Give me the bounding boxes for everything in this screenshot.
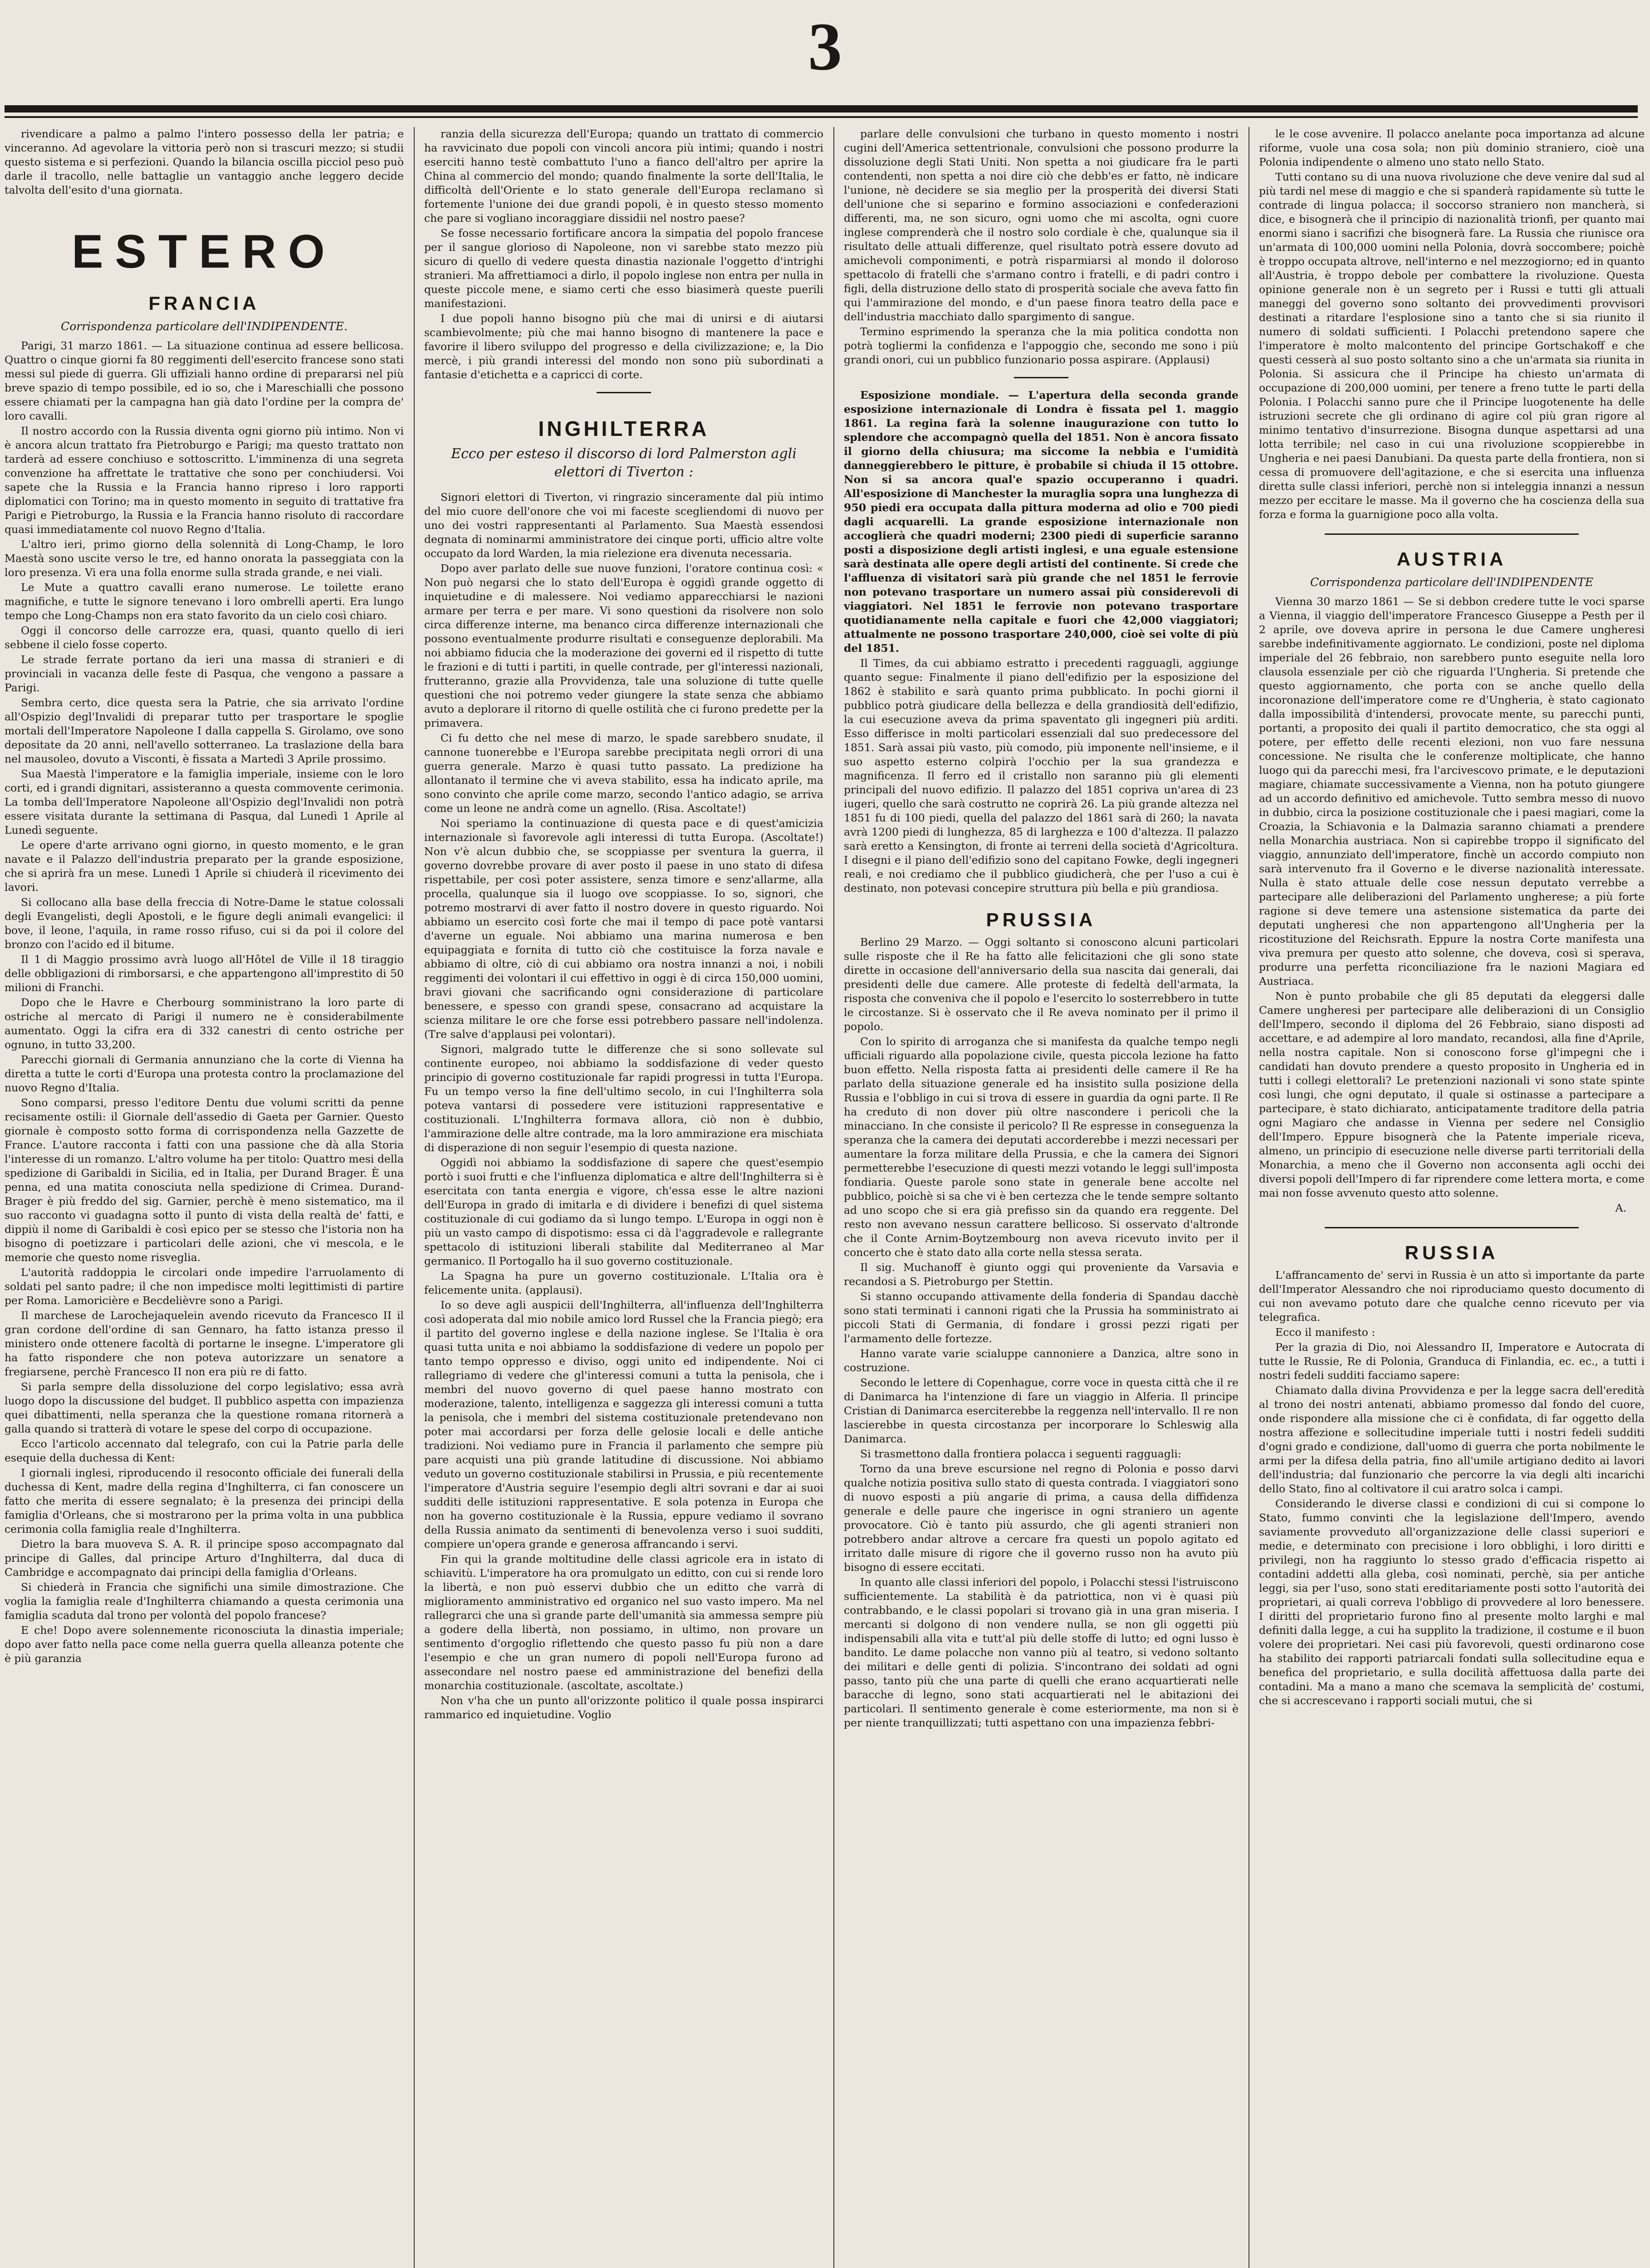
paragraph: ranzia della sicurezza dell'Europa; quando un trattato di commercio ha ravvicinato due popoli con vincoli ancora più intimi; quando i nostri eserciti hanno testè combattuto l'uno a fianco dell'altro per aprire la China al commercio del mondo; quando finalmente la sorte dell'Italia, le difficoltà dell'Oriente e lo stato generale dell'Europa reclamano sì fortemente l'unione dei due grandi popoli, è in questo stesso momento che pare si vogliano incoraggiare dissidii nel nostro paese? <box>424 127 823 225</box>
paragraph: Signori elettori di Tiverton, vi ringrazio sinceramente dal più intimo del mio cuore dell'onore che voi mi faceste scegliendomi di nuovo per uno dei vostri rappresentanti al Parlamento. Sua Maestà essendosi degnata di nominarmi amministratore dei cinque porti, ufficio altre volte occupato da lord Warden, la mia rielezione era divenuta necessaria. <box>424 491 823 560</box>
paragraph: Per la grazia di Dio, noi Alessandro II, Imperatore e Autocrata di tutte le Russie, Re di Polonia, Granduca di Finlandia, ec. ec., a tutti i nostri fedeli sudditi facciamo sapere: <box>1259 1341 1645 1382</box>
paragraph: Con lo spirito di arroganza che si manifesta da qualche tempo negli ufficiali riguardo alla popolazione civile, questa piccola lezione ha fatto buon effetto. Nella risposta fatta ai presidenti delle camere il Re ha parlato della situazione generale ed ha insistito sulla posizione della Russia e l'obbligo in cui si trova di essere in guardia da ogni parte. Il Re ha creduto di non dover più oltre nascondere i pericoli che la minacciano. In che consiste il pericolo? Il Re espresse in conseguenza la speranza che la camera dei deputati accorderebbe i mezzi necessari per aumentare la forza militare della Prussia, e che la camera dei Signori permetterebbe l'esecuzione di questi mezzi votando le leggi sull'imposta fondiaria. Queste parole sono state in generale bene accolte nel pubblico, poichè si sa che vi è ben certezza che le tende sempre soltanto ad uno scopo che si era già prefisso sin da quando era reggente. Del resto non avevano nessun carattere bellicoso. Si osservato d'altronde che il Conte Arnim-Boytzembourg non aveva ricevuto invito per il concerto che è stato dato alla corte nella stessa serata. <box>844 1035 1239 1259</box>
paragraph: La Spagna ha pure un governo costituzionale. L'Italia ora è felicemente unita. (applausi). <box>424 1270 823 1296</box>
paragraph: Termino esprimendo la speranza che la mia politica condotta non potrà togliermi la confidenza e l'appoggio che, secondo me sono i più grandi onori, cui un pubblico funzionario possa aspirare. (Applausi) <box>844 325 1239 366</box>
austria-subtitle: Corrispondenza particolare dell'INDIPENDENTE <box>1310 576 1593 589</box>
paragraph: Dietro la bara muoveva S. A. R. il principe sposo accompagnato dal principe di Galles, dal principe Arturo d'Inghilterra, dal duca di Cambridge e accompagnato dai principi della famiglia d'Orleans. <box>5 1538 404 1579</box>
paragraph: Sembra certo, dice questa sera la Patrie, che sia arrivato l'ordine all'Ospizio degl'Invalidi di preparar tutto per trasportare le spoglie mortali dell'Imperatore Napoleone I dalla cappella S. Girolamo, ove sono depositate da 20 anni, nell'avello sotterraneo. La traslazione della bara nel mausoleo, dovuto a Visconti, è fissata a Martedì 3 Aprile prossimo. <box>5 696 404 765</box>
paragraph: L'altro ieri, primo giorno della solennità di Long-Champ, le loro Maestà sono uscite verso le tre, ed hanno onorata la passeggiata con la loro presenza. Vi era una folla enorme sulla strada grande, e nei viali. <box>5 538 404 579</box>
paragraph: Oggidì noi abbiamo la soddisfazione di sapere che quest'esempio portò i suoi frutti e che l'influenza diplomatica e altre dell'Inghilterra si è esercitata con tanta energia e vigore, ch'essa esse le altre nazioni dell'Europa in grado di imitarla e di dividere i benefizi di quel sistema costituzionale di cui godiamo da sì lungo tempo. L'Europa in oggi non è più un vasto campo di dispotismo: essa ci dà l'aggradevole e rallegrante spettacolo di istituzioni liberali stabilite dal Mediterraneo al Mar germanico. Il Portogallo ha il suo governo costituzionale. <box>424 1156 823 1267</box>
paragraph: Dopo aver parlato delle sue nuove funzioni, l'oratore continua così: « Non può negarsi che lo stato dell'Europa è oggidì grande oggetto di inquietudine e di malessere. Noi vediamo apparecchiarsi le nazioni armare per terra e per mare. Vi sono questioni da risolvere non solo circa differenze interne, ma benanco circa differenze internazionali che possono eventualmente produrre risultati e conseguenze deplorabili. Ma noi abbiamo fiducia che la moderazione dei governi ed il rispetto di tutte le frazioni e di tutti i partiti, in quelle contrade, per gl'interessi nazionali, frutteranno, grazie alla Provvidenza, tale una soluzione di tutte quelle questioni che noi potremo veder giungere la state senza che abbiamo avuto a deplorare il ritorno di quelle ostilità che ci furono predette per la primavera. <box>424 562 823 729</box>
francia-heading: FRANCIA <box>148 293 260 314</box>
inghilterra-article <box>424 490 823 1722</box>
col2-top-text <box>424 127 823 382</box>
inghilterra-subtitle: Ecco per esteso il discorso di lord Palmerston agli elettori di Tiverton : <box>451 446 797 480</box>
paragraph: Parecchi giornali di Germania annunziano che la corte di Vienna ha diretta a tutte le corti d'Europa una protesta contro la proclamazione del nuovo Regno d'Italia. <box>5 1053 404 1094</box>
paragraph: Le strade ferrate portano da ieri una massa di stranieri e di provinciali in vacanza delle feste di Pasqua, che vengono a passare a Parigi. <box>5 653 404 694</box>
paragraph: Parigi, 31 marzo 1861. — La situazione continua ad essere bellicosa. Quattro o cinque giorni fa 80 reggimenti dell'esercito francese sono stati messi sul piede di guerra. Gli uffiziali hanno ordine di prepararsi nel più breve spazio di tempo possibile, ed io so, che i Mareschialli che possono essere chiamati per la campagna han già dato l'ordine per la compra de' loro cavalli. <box>5 339 404 422</box>
column-divider <box>833 127 834 2268</box>
paragraph: Sua Maestà l'imperatore e la famiglia imperiale, insieme con le loro corti, ed i grandi dignitari, assisteranno a questa commovente cerimonia. La tomba dell'Imperatore Napoleone all'Ospizio degl'Invalidi non potrà essere visitata durante la settimana di Pasqua, dal Lunedì 1 Aprile al Lunedì seguente. <box>5 767 404 836</box>
paragraph: Secondo le lettere di Copenhague, corre voce in questa città che il re di Danimarca ha l'intenzione di fare un viaggio in Alferia. Il principe Cristian di Danimarca eserciterebbe la reggenza nell'intervallo. Il re non lascierebbe in questa circostanza per incorporare lo Schleswig alla Danimarca. <box>844 1376 1239 1445</box>
paragraph: Il sig. Muchanoff è giunto oggi qui proveniente da Varsavia e recandosi a S. Pietroburgo per Stettin. <box>844 1261 1239 1288</box>
column-3 <box>844 127 1239 2268</box>
paragraph: Si collocano alla base della freccia di Notre-Dame le statue colossali degli Evangelisti, degli Apostoli, e le figure degli animali evangelici: il bove, il leone, l'aquila, in rame rosso rifuso, cui si da poi il colore del bronzo con l'acido ed il bitume. <box>5 896 404 951</box>
paragraph: Non è punto probabile che gli 85 deputati da eleggersi dalle Camere ungheresi per partecipare alle deliberazioni di un Consiglio dell'Impero, secondo il diploma del 26 Febbraio, siano disposti ad accettare, e ad adempire al loro mandato, recandosi, alla fine d'Aprile, nella nostra capitale. Non si conoscono forse gl'impegni che i candidati han dovuto prendere a questo proposito in Ungheria ed in tutti i collegi elettorali? Le pretenzioni nazionali vi sono state spinte così lungi, che ogni deputato, il quale si ostinasse a partecipare a partecipare, è stato dichiarato, anticipatamente traditore della patria ogni Magiaro che andasse in Vienna per sedere nel Consiglio dell'Impero. Eppure bisognerà che la Patente imperiale riceva, almeno, un principio di esecuzione nelle diverse parti territoriali della Monarchia, a meno che il Governo non acconsenta agli occhi dei diversi popoli dell'Impero di far riprendere come lettera morta, e come mai non fosse avvenuto questo atto solenne. <box>1259 990 1645 1199</box>
prussia-heading: PRUSSIA <box>986 909 1097 930</box>
francia-article <box>5 339 404 1666</box>
section-separator <box>1014 377 1068 378</box>
paragraph: Il 1 di Maggio prossimo avrà luogo all'Hôtel de Ville il 18 tiraggio delle obbligazioni di rimborsarsi, e che appartengono all'imprestito di 50 milioni di Franchi. <box>5 953 404 994</box>
paragraph: Si stanno occupando attivamente della fonderia di Spandau dacchè sono stati terminati i cannoni rigati che la Prussia ha somministrato ai piccoli Stati di Germania, di fondare i grossi pezzi rigati per l'armamento delle fortezze. <box>844 1290 1239 1345</box>
section-separator <box>1325 533 1579 535</box>
paragraph: Il marchese de Larochejaquelein avendo ricevuto da Francesco II il gran cordone dell'ordine di san Gennaro, ha fatto istanza presso il ministero onde ottenere facoltà di portarne le insegne. L'imperatore gli ha fatto rispondere che non poteva autorizzare un senatore a fregiarsene, perchè Francesco II non era più re di fatto. <box>5 1309 404 1378</box>
paragraph: Vienna 30 marzo 1861 — Se si debbon credere tutte le voci sparse a Vienna, il viaggio dell'imperatore Francesco Giuseppe a Pesth per il 2 aprile, ove doveva aprire in persona le due Camere ungheresi sarebbe indefinitivamente aggiornato. Le condizioni, poste nel diploma imperiale del 26 febbraio, non sarebbero punto eseguite nella loro clausola essenziale per ciò che riguarda l'Ungheria. Si pretende che questo aggiornamento, che porta con se anche quello della incoronazione dell'imperatore come re d'Ungheria, è stato cagionato dalla impossibilità d'intendersi, provocate mente, su parecchi punti, portanti, a proposito dei quali il partito democratico, che sta oggi al potere, per effetto delle recenti elezioni, non vuo fare nessuna concessione. Ne risulta che le conferenze moltiplicate, che hanno luogo qui da parecchi mesi, fra l'arcivescovo primate, e le deputazioni magiare, chiamate successivamente a Vienna, non ha potuto giungere ad un accordo definitivo ed amichevole. Tutto sembra messo di nuovo in dubbio, circa la posizione costituzionale che i paesi magiari, come la Croazia, la Schiavonia e la Dalmazia saranno chiamati a prendere nella Monarchia austriaca. Non si capirebbe troppo il significato del viaggio, annunziato dell'imperatore, finchè un accordo compiuto non sarà intervenuto fra il Governo e le diverse nazionalità interessate. Nulla è stato attuale delle cose nessun deputato verrebbe a partecipare alle deliberazioni del Parlamento ungherese; a più forte ragione si deve temere una astensione sistematica da parte dei deputati ungheresi che non appartengono all'Ungheria per la ricostituzione del Reichsrath. Eppure la nostra Corte manifesta una viva premura per questo atto solenne, che doveva, così si sperava, produrre una perfetta riconciliazione fra le nazioni Magiara ed Austriaca. <box>1259 595 1645 987</box>
paragraph: Considerando le diverse classi e condizioni di cui si compone lo Stato, fummo convinti che la legislazione dell'Impero, avendo saviamente provveduto all'organizzazione delle classi superiori e medie, e determinato con precisione i loro obblighi, i loro diritti e privilegi, non ha raggiunto lo stesso grado d'efficacia rispetto ai contadini addetti alla gleba, così nominati, perchè, sia per antiche leggi, sia per l'uso, sono stati ereditariamente posti sotto l'autorità dei proprietari, ai quali correva l'obbligo di provvedere al loro benessere. I diritti del proprietario furono fino al presente molto larghi e mal definiti dalla legge, a cui ha supplito la tradizione, il costume e il buon volere dei proprietari. Nei casi più favorevoli, questi ordinarono cose ha stabilito dei rapporti patriarcali fondati sulla sollecitudine equa e benefica del proprietario, e sulla docilità affettuosa dalla parte dei contadini. Ma a mano a mano che scemava la semplicità de' costumi, che si accrescevano i rapporti sociali mutui, che si <box>1259 1497 1645 1707</box>
paragraph: Si chiederà in Francia che significhi una simile dimostrazione. Che voglia la famiglia reale d'Inghilterra chiamando a questa cerimonia una famiglia scaduta dal trono per volontà del popolo francese? <box>5 1581 404 1622</box>
paragraph: Se fosse necessario fortificare ancora la simpatia del popolo francese per il sangue glorioso di Napoleone, non vi sarebbe stato mezzo più sicuro di quello di vedere questa dinastia nazionale l'oggetto d'intrighi stranieri. Ma affrettiamoci a dirlo, il popolo inglese non entra per nulla in queste piccole mene, e siamo certi che esso biasimerà queste puerili manifestazioni. <box>424 227 823 310</box>
paragraph: L'autorità raddoppia le circolari onde impedire l'arruolamento di soldati pel santo padre; il che non impedisce molti legittimisti di partire per Roma. Lamoricière e Becdelièvre sono a Parigi. <box>5 1266 404 1307</box>
russia-article <box>1259 1268 1645 1708</box>
paragraph: Torno da una breve escursione nel regno di Polonia e posso darvi qualche notizia positiva sullo stato di questa contrada. I viaggiatori sono di nuovo esposti a più angarie di prima, a causa della diffidenza generale e delle paure che ingerisce in ogni straniero un agente provocatore. Ciò è tanto più assurdo, che gli agenti stranieri non potrebbero andar altrove a cercare fra questi un popolo agitato ed irritato dalle misure di rigore che il governo russo non ha avuto più bisogno di essere eccitati. <box>844 1462 1239 1574</box>
paragraph: Noi speriamo la continuazione di questa pace e di quest'amicizia internazionale sì favorevole agli interessi di tutta Europa. (Ascoltate!) Non v'è alcun dubbio che, se scoppiasse per sventura la guerra, il governo dovrebbe provare di aver posto il paese in uno stato di difesa rispettabile, per così poter assistere, senza timore e senz'allarme, alla procella, qualunque sia il luogo ove scoppiasse. Io so, signori, che potremo mostrarvi di aver fatto il nostro dovere in questo riguardo. Noi abbiamo un esercito così forte che mai il tempo di pace potè vantarsi d'averne un eguale. Noi abbiamo una marina numerosa e ben equipaggiata e fornita di tutto ciò che costituisce la forza navale e abbiamo di oltre, ciò di cui abbiamo ora nostra innanzi a noi, i nobili reggimenti dei volontari il cui effettivo in oggi è di circa 150,000 uomini, bravi giovani che sacrificando ogni considerazione di particolare benessere, e spesso con grandi spese, consacrano ad acquistare la scienza militare le ore che forse essi potrebbero passare nell'indolenza. (Tre salve d'applausi pei volontari). <box>424 817 823 1041</box>
page-number: 3 <box>808 9 842 84</box>
austria-signature: A. <box>1615 1202 1626 1214</box>
paragraph: Il nostro accordo con la Russia diventa ogni giorno più intimo. Non vi è ancora alcun trattato fra Pietroburgo e Parigi; ma questo trattato non tarderà ad essere conchiuso e sottoscritto. L'imminenza di una segreta convenzione ha affrettate le trattative che sono per conchiudersi. Voi sapete che la Russia e la Francia hanno ripreso i loro rapporti diplomatici con Torino; ma in questo momento in seguito di trattative fra Parigi e Pietroburgo, la Russia e la Francia hanno risoluto di raccordare quasi immediatamente col nuovo Regno d'Italia. <box>5 425 404 536</box>
paragraph: Sono comparsi, presso l'editore Dentu due volumi scritti da penne recisamente ostili: il Giornale dell'assedio di Gaeta per Garnier. Questo giornale è composto sotto forma di corrispondenza nella Gazzette de France. L'autore racconta i fatti con una passione che dà alla Storia l'interesse di un romanzo. L'altro volume ha per titolo: Quattro mesi della spedizione di Garibaldi in Sicilia, ed in Italia, per Durand Brager. È una penna, ed una matita conosciuta nella spedizione di Crimea. Durand-Brager è più freddo del sig. Garnier, perchè è meno sistematico, ma il suo racconto vi guadagna sotto il punto di vista della realtà de' fatti, e dippiù il nome di Garibaldi è così epico per se stesso che l'istoria non ha bisogno di poetizzare i particolari delle azioni, che vi mescola, e le memorie che questo nome risveglia. <box>5 1096 404 1264</box>
russia-heading: RUSSIA <box>1405 1242 1499 1263</box>
estero-heading: ESTERO <box>72 225 337 278</box>
paragraph: Si parla sempre della dissoluzione del corpo legislativo; essa avrà luogo dopo la discussione del budget. Il pubblico aspetta con impazienza quei dibattimenti, nella speranza che la questione romana ritornerà a galla quando si tratterà di votare le spese del corpo di occupazione. <box>5 1380 404 1435</box>
paragraph: Si trasmettono dalla frontiera polacca i seguenti ragguagli: <box>860 1447 1181 1460</box>
col4-top-text <box>1259 127 1645 522</box>
austria-heading: AUSTRIA <box>1396 548 1507 570</box>
paragraph: Non v'ha che un punto all'orizzonte politico il quale possa inspirarci rammarico ed inquietudine. Voglio <box>424 1694 823 1721</box>
inghilterra-heading: INGHILTERRA <box>538 417 710 440</box>
paragraph: Ci fu detto che nel mese di marzo, le spade sarebbero snudate, il cannone tuonerebbe e l'Europa sarebbe precipitata negli orrori di una guerra generale. Marzo è quasi tutto passato. La predizione ha allontanato il termine che vi aveva stabilito, essa ha indicato aprile, ma sono convinto che aprile come marzo, secondo l'antico adagio, se arriva come un leone ne andrà come un agnello. (Risa. Ascoltate!) <box>424 732 823 815</box>
paragraph: E che! Dopo avere solennemente riconosciuta la dinastia imperiale; dopo aver fatto nella pace come nella guerra quella alleanza potente che è più garanzia <box>5 1624 404 1665</box>
paragraph: I giornali inglesi, riproducendo il resoconto officiale dei funerali della duchessa di Kent, madre della regina d'Inghilterra, ci fan conoscere un fatto che merita di essere segnalato; è la presenza dei principi della famiglia d'Orleans, che si mostrarono per la prima volta in una pubblica cerimonia colla famiglia reale d'Inghilterra. <box>5 1466 404 1535</box>
paragraph: le le cose avvenire. Il polacco anelante poca importanza ad alcune riforme, vuole una cosa sola; non più dominio straniero, cioè una Polonia indipendente o almeno uno stato nello Stato. <box>1259 127 1645 168</box>
times-paragraph: Il Times, da cui abbiamo estratto i precedenti ragguagli, aggiunge quanto segue: Finalmente il piano dell'edifizio per la esposizione del 1862 è stabilito e sarà quanto prima pubblicato. In pochi giorni il pubblico potrà giudicare della bellezza e della grandiosità dell'edifizio, la cui esecuzione aveva da prima spaventato gli ingegneri più arditi. Esso differisce in molti particolari essenziali dal suo predecessore del 1851. Sarà assai più vasto, più comodo, più imponente nell'insieme, e il suo aspetto esterno colpirà l'occhio per la sua grandezza e magnificenza. Il ferro ed il cristallo non saranno più gli elementi principali del nuovo edifizio. Il palazzo del 1851 copriva un'area di 23 iugeri, quello che sarà costrutto ne coprirà 26. La più grande altezza nel 1851 fu di 100 piedi, quella del palazzo del 1861 sarà di 260; la navata avrà 1200 piedi di lunghezza, 85 di larghezza e 100 d'altezza. Il palazzo sarà eretto a Kensington, di fronte ai terreni della società d'Agricoltura. I disegni e il piano dell'edifizio sono del capitano Fowke, degli ingegneri reali, e noi crediamo che il pubblico giudicherà, che per l'uso a cui è destinato, non potevasi concepire struttura più bella e più grandiosa. <box>844 657 1239 894</box>
section-separator <box>1325 1227 1579 1228</box>
column-divider <box>414 127 415 2268</box>
header-rule <box>5 105 1638 112</box>
column-4 <box>1259 127 1645 2268</box>
paragraph: L'affrancamento de' servi in Russia è un atto sì importante da parte dell'Imperator Alessandro che noi riproduciamo questo documento di cui non avevamo potuto dare che qualche cenno ricevuto per via telegrafica. <box>1259 1269 1645 1324</box>
paragraph: rivendicare a palmo a palmo l'intero possesso della ler patria; e vinceranno. Ad agevolare la vittoria però non si trascuri mezzo; si studii questo sistema e si perfezioni. Quando la bilancia oscilla picciol peso può darle il tracollo, nelle battaglie un vantaggio anche leggero decide talvolta dell'esito d'una giornata. <box>5 127 404 196</box>
paragraph: parlare delle convulsioni che turbano in questo momento i nostri cugini dell'America settentrionale, convulsioni che possono produrre la dissoluzione degli Stati Uniti. Non spetta a noi giudicare fra le parti contendenti, non spetta a noi dire ciò che debb'es er fatto, nè indicare l'unione, nè decidere se sia meglio per la prosperità dei diversi Stati dell'unione che si separino e formino associazioni e confederazioni differenti, ma, ne son sicuro, ogni uomo che mi ascolta, ogni cuore inglese comprenderà che il nostro solo cordiale è che, qualunque sia il risultato delle attuali differenze, quel risultato potrà essere dovuto ad amichevoli componimenti, e potrà risparmiarsi al mondo il doloroso spettacolo di fratelli che s'armano contro i fratelli, e di padri contro i figli, della distruzione dello stato di prosperità sociale che aveva fatto fin qui l'ammirazione del mondo, e d'un paese finora teatro della pace e dell'industria macchiato dallo spargimento di sangue. <box>844 127 1239 323</box>
paragraph: Fin qui la grande moltitudine delle classi agricole era in istato di schiavitù. L'imperatore ha ora promulgato un editto, con cui si rende loro la libertà, e non può esservi dubbio che un editto che varrà di miglioramento amministrativo ed organico nel suo vasto impero. Ma nel rallegrarci che una sì grande parte dell'umanità sia ammessa sempre più a godere della libertà, non possiamo, in ultimo, non provare un sentimento d'orgoglio riflettendo che questo passo fu più non a dare l'esempio e che un gran numero di popoli nell'Europa furono ad assecondare nel nostro paese ed amministrazione del benefizi della monarchia costituzionale. (ascoltate, ascoltate.) <box>424 1553 823 1692</box>
header-rule-thin <box>5 116 1638 118</box>
francia-subtitle: Corrispondenza particolare dell'INDIPENDENTE. <box>61 320 348 333</box>
col3-top-text <box>844 127 1239 367</box>
paragraph: Hanno varate varie scialuppe cannoniere a Danzica, altre sono in costruzione. <box>844 1347 1239 1374</box>
prussia-article <box>844 935 1239 1730</box>
column-2 <box>424 127 823 2268</box>
paragraph: Dopo che le Havre e Cherbourg somministrano la loro parte di ostriche al mercato di Parigi il numero ne è considerabilmente aumentato. Oggi la cifra era di 332 canestri di cento ostriche per ognuno, in tutto 33,200. <box>5 996 404 1051</box>
paragraph: Le Mute a quattro cavalli erano numerose. Le toilette erano magnifiche, e tutte le signore tenevano i loro ombrelli aperti. Era lungo tempo che Long-Champs non era stato favorito da un cielo così chiaro. <box>5 581 404 622</box>
paragraph: Ecco l'articolo accennato dal telegrafo, con cui la Patrie parla delle esequie della duchessa di Kent: <box>5 1437 404 1464</box>
column-1 <box>5 127 404 2268</box>
paragraph: Chiamato dalla divina Provvidenza e per la legge sacra dell'eredità al trono dei nostri antenati, abbiamo promesso dal fondo del cuore, onde rispondere alla missione che ci è confidata, di far oggetto della nostra affezione e sollecitudine imperiale tutti i nostri fedeli sudditi d'ogni grado e condizione, dall'uomo di guerra che porta nobilmente le armi per la difesa della patria, fino all'umile artigiano dedito ai lavori dell'industria; dal funzionario che percorre la via degli alti incarichi dello Stato, fino al coltivatore il cui aratro solca i campi. <box>1259 1384 1645 1495</box>
paragraph: Signori, malgrado tutte le differenze che si sono sollevate sul continente europeo, noi abbiamo la soddisfazione di veder questo principio di governo costituzionale far rapidi progressi in tutta l'Europa. Fu un tempo verso la fine dell'ultimo secolo, in cui l'Inghilterra sola poteva vantarsi di possedere vere istituzioni rappresentative e costituzionali. L'Inghilterra formava allora, ciò non è dubbio, l'ammirazione delle altre contrade, ma la loro ammirazione era mischiata di disperazione di non seguir l'esempio di questa nazione. <box>424 1043 823 1154</box>
paragraph: In quanto alle classi inferiori del popolo, i Polacchi stessi l'istruiscono sufficientemente. La stabilità è da patriottica, non vi è quasi più contrabbando, e le classi popolari si trovano già in una gran miseria. I mercanti si dolgono di non vendere nulla, se non gli oggetti più indispensabili alla vita e tutt'al più delle stoffe di lutto; ed ogni lusso è bandito. Le dame polacche non vanno più al teatro, si vedono soltanto dei militari e delle genti di polizia. S'incontrano dei soldati ad ogni passo, tanto più che una parte di quelli che erano acquartierati nelle baracche di legno, sono stati acquartierati nel le abitazioni dei particolari. Il sentimento generale è come esteriormente, ma non si è per niente tranquillizzati; tutti aspettano con una impazienza febbri- <box>844 1576 1239 1729</box>
paragraph: I due popoli hanno bisogno più che mai di unirsi e di aiutarsi scambievolmente; più che mai hanno bisogno di mantenere la pace e favorire il libero sviluppo del progresso e della civilizzazione; e, la Dio mercè, i più grandi interessi del mondo non sono più subordinati a fantasie d'etichetta e a capricci di corte. <box>424 312 823 381</box>
section-separator <box>597 392 651 393</box>
esposizione-paragraph: Esposizione mondiale. — L'apertura della seconda grande esposizione internazionale di Londra è fissata pel 1. maggio 1861. La regina farà la solenne inaugurazione con tutto lo splendore che accompagnò quella del 1851. Non è ancora fissato il giorno della chiusura; ma siccome la nebbia e l'umidità danneggierebbero le pitture, è probabile si chiuda il 15 ottobre. Non si sa ancora qual'e spazio occuperanno i quadri. All'esposizione di Manchester la muraglia sopra una lunghezza di 950 piedi era occupata dalla pittura moderna ad olio e 700 piedi dagli acquarelli. La grande esposizione internazionale non accoglierà che quadri moderni; 2300 piedi di superficie saranno posti a disposizione degli artisti inglesi, e una eguale estensione sarà destinata alle opere degli artisti del continente. Si crede che l'affluenza di visitatori sarà più grande che nel 1851 le ferrovie non potevano trasportare un numero assai più considerevoli di viaggiatori. Nel 1851 le ferrovie non potevano trasportare quotidianamente nella capitale e fuori che 42,000 viaggiatori; attualmente ne possono trasportare 240,000, cioè sei volte di più del 1851. <box>844 389 1239 655</box>
col1-top-text <box>5 127 404 197</box>
paragraph: Io so deve agli auspicii dell'Inghilterra, all'influenza dell'Inghilterra così adoperata dal mio nobile amico lord Russel che la Francia piegò; era il partito del governo inglese e della nazione inglese. Se l'Italia è ora quasi tutta unita e noi abbiamo la soddisfazione di vedere un popolo per tanto tempo oppresso e diviso, oggi unito ed indipendente. Noi ci rallegriamo di vedere che gl'interessi comuni a tutta la penisola, che i membri del nuovo governo di quel paese hanno mostrato con moderazione, talento, intelligenza e saggezza gli interessi comuni a tutta la penisola, che i membri del sistema costituzionale pretendevano non poter mai accordarsi per forza delle gelosie locali e delle antiche tradizioni. Noi vediamo pure in Francia il parlamento che sempre più pare acquisti una più grande latitudine di discussione. Noi abbiamo veduto un governo costituzionale stabilirsi in Prussia, e più recentemente l'imperatore d'Austria seguire l'esempio degli altri sovrani e dar ai suoi sudditi delle istituzioni rappresentative. E sola potenza in Europa che non ha governo costituzionale è la Russia, eppure vediamo il sovrano della Russia animato da sentimenti di benevolenza verso i suoi sudditi, compiere un'opera grande e generosa affrancando i servi. <box>424 1299 823 1550</box>
paragraph: Ecco il manifesto : <box>1275 1326 1376 1339</box>
paragraph: Oggi il concorso delle carrozze era, quasi, quanto quello di ieri sebbene il cielo fosse coperto. <box>5 624 404 651</box>
paragraph: Tutti contano su di una nuova rivoluzione che deve venire dal sud al più tardi nel mese di maggio e che si spanderà rapidamente sù tutte le contrade di lingua polacca; il soccorso straniero non mancherà, si dice, e bisognerà che il principio di nazionalità trionfi, per quanto mai enormi siano i sacrifizi che bisognerà fare. La Russia che riunisce ora un'armata di 100,000 uomini nella Polonia, dovrà soccombere; poichè è troppo occupata altrove, nell'interno e nel mezzogiorno; ed in quanto all'Austria, è troppo debole per combattere la rivoluzione. Questa opinione generale non è un segreto per i Russi e tutti gli attuali maneggi del governo sono soltanto dei provvedimenti provvisori destinati a ritardare l'esplosione sino a tanto che si sia riunito il numero di soldati sufficienti. I Polacchi pretendono sapere che l'imperatore è molto malcontento del principe Gortschakoff e che questi cesserà al suo posto soltanto sino a che un'armata sia riunita in Polonia. Si assicura che il Principe ha chiesto un'armata di occupazione di 200,000 uomini, per tenere a freno tutte le parti della Polonia. I Polacchi sanno pure che il Principe luogotenente ha delle istruzioni secrete che gli ordinano di agire col più gran rigore al minimo tentativo d'insurrezione. Bisogna dunque aspettarsi ad una lotta terribile; nel caso in cui una rivoluzione scoppierebbe in Ungheria e nei paesi Danubiani. Da questa parte della frontiera, non si cessa di promuovere dell'agitazione, e che si esercita una influenza diretta sulle classi inferiori, perchè non si inteleggia innanzi a nessun mezzo per eccitare le masse. Ma il governo che ha coscienza della sua forza e forma la guarnigione poco alla volta. <box>1259 171 1645 521</box>
paragraph: Le opere d'arte arrivano ogni giorno, in questo momento, e le gran navate e il Palazzo dell'industria preparato per la grande esposizione, che si aprirà fra un mese. Lunedì 1 Aprile si chiuderà il ricevimento dei lavori. <box>5 839 404 894</box>
paragraph: Berlino 29 Marzo. — Oggi soltanto si conoscono alcuni particolari sulle risposte che il Re ha fatto alle felicitazioni che gli sono state dirette in occasione dell'anniversario della sua nascita dai generali, dai presidenti delle due camere. Alle proteste di fedeltà dell'armata, la risposta che conveniva che il popolo e l'esercito lo sosterrebbero in tutte le circostanze. Si è osservato che il Re aveva nominato per il primo il popolo. <box>844 936 1239 1033</box>
austria-article <box>1259 595 1645 1200</box>
